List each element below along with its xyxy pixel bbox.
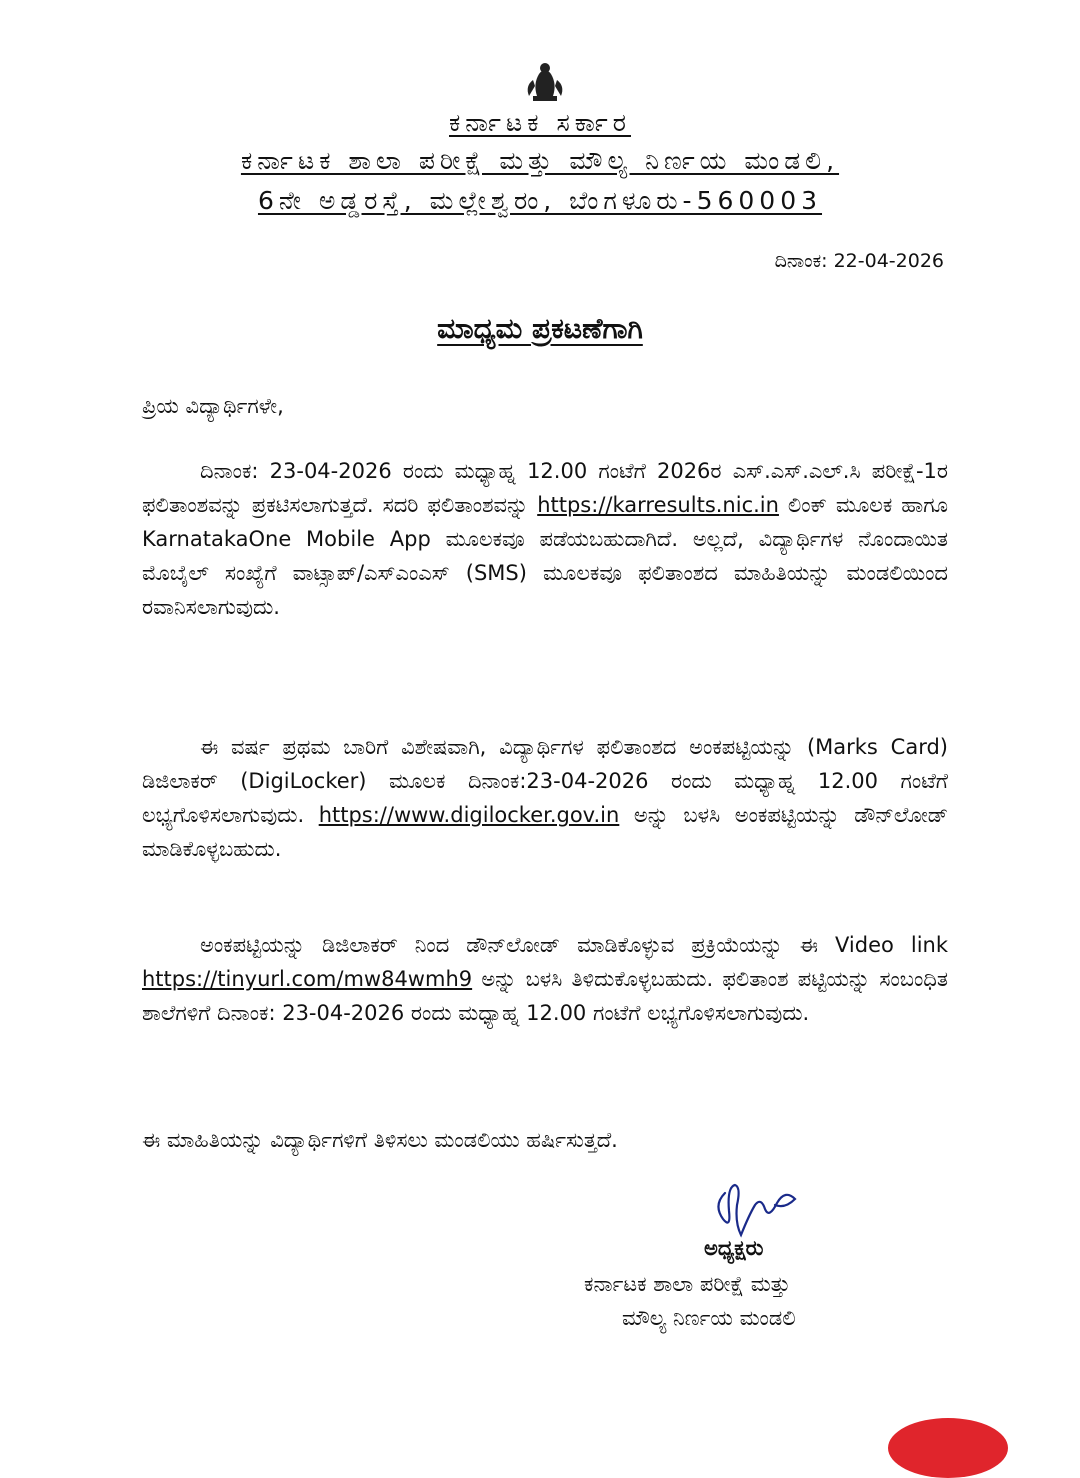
header-government: ಕರ್ನಾಟಕ ಸರ್ಕಾರ	[449, 108, 631, 137]
closing-statement: ಈ ಮಾಹಿತಿಯನ್ನು ವಿದ್ಯಾರ್ಥಿಗಳಿಗೆ ತಿಳಿಸಲು ಮಂಡಲಿಯು ಹರ್ಷಿಸುತ್ತದೆ.	[142, 1128, 618, 1152]
karresults-link[interactable]: https://karresults.nic.in	[537, 493, 779, 517]
header-address: 6ನೇ ಅಡ್ಡರಸ್ತೆ, ಮಲ್ಲೇಶ್ವರಂ, ಬೆಂಗಳೂರು-560003	[257, 186, 823, 215]
document-title: ಮಾಧ್ಯಮ ಪ್ರಕಟಣೆಗಾಗಿ	[437, 312, 643, 345]
signatory-org-line2: ಮೌಲ್ಯ ನಿರ್ಣಯ ಮಂಡಲಿ	[622, 1306, 796, 1330]
paragraph-results: ದಿನಾಂಕ: 23-04-2026 ರಂದು ಮಧ್ಯಾಹ್ನ 12.00 ಗಂಟೆಗೆ 2026ರ ಎಸ್.ಎಸ್.ಎಲ್.ಸಿ ಪರೀಕ್ಷೆ-1ರ ಫಲಿತಾಂಶವನ್ನು ಪ್ರಕಟಿಸಲಾಗುತ್ತದೆ. ಸದರಿ ಫಲಿತಾಂಶವನ್ನು https://karresults.nic.in ಲಿಂಕ್ ಮೂಲಕ ಹಾಗೂ KarnatakaOne Mobile App ಮೂಲಕವೂ ಪಡೆಯಬಹುದಾಗಿದೆ. ಅಲ್ಲದೆ, ವಿದ್ಯಾರ್ಥಿಗಳ ನೊಂದಾಯಿತ ಮೊಬೈಲ್ ಸಂಖ್ಯೆಗೆ ವಾಟ್ಸಾಪ್/ಎಸ್‌ಎಂಎಸ್ (SMS) ಮೂಲಕವೂ ಫಲಿತಾಂಶದ ಮಾಹಿತಿಯನ್ನು ಮಂಡಲಿಯಿಂದ ರವಾನಿಸಲಾಗುವುದು.	[142, 459, 948, 619]
salutation: ಪ್ರಿಯ ವಿದ್ಯಾರ್ಥಿಗಳೇ,	[142, 394, 284, 418]
paragraph-digilocker: ಈ ವರ್ಷ ಪ್ರಥಮ ಬಾರಿಗೆ ವಿಶೇಷವಾಗಿ, ವಿದ್ಯಾರ್ಥಿಗಳ ಫಲಿತಾಂಶದ ಅಂಕಪಟ್ಟಿಯನ್ನು (Marks Card) ಡಿಜಿಲಾಕರ್ (DigiLocker) ಮೂಲಕ ದಿನಾಂಕ:23-04-2026 ರಂದು ಮಧ್ಯಾಹ್ನ 12.00 ಗಂಟೆಗೆ ಲಭ್ಯಗೊಳಿಸಲಾಗುವುದು. https://www.digilocker.gov.in ಅನ್ನು ಬಳಸಿ ಅಂಕಪಟ್ಟಿಯನ್ನು ಡೌನ್‌ಲೋಡ್ ಮಾಡಿಕೊಳ್ಳಬಹುದು.	[142, 735, 948, 861]
paragraph-video-link: ಅಂಕಪಟ್ಟಿಯನ್ನು ಡಿಜಿಲಾಕರ್ ನಿಂದ ಡೌನ್‌ಲೋಡ್ ಮಾಡಿಕೊಳ್ಳುವ ಪ್ರಕ್ರಿಯೆಯನ್ನು ಈ Video link https://tinyurl.com/mw84wmh9 ಅನ್ನು ಬಳಸಿ ತಿಳಿದುಕೊಳ್ಳಬಹುದು. ಫಲಿತಾಂಶ ಪಟ್ಟಿಯನ್ನು ಸಂಬಂಧಿತ ಶಾಲೆಗಳಿಗೆ ದಿನಾಂಕ: 23-04-2026 ರಂದು ಮಧ್ಯಾಹ್ನ 12.00 ಗಂಟೆಗೆ ಲಭ್ಯಗೊಳಿಸಲಾಗುವುದು.	[142, 933, 948, 1025]
document-date: ದಿನಾಂಕ: 22-04-2026	[774, 250, 944, 272]
header-board-name: ಕರ್ನಾಟಕ ಶಾಲಾ ಪರೀಕ್ಷೆ ಮತ್ತು ಮೌಲ್ಯ ನಿರ್ಣಯ ಮಂಡಲಿ,	[240, 146, 840, 175]
video-link[interactable]: https://tinyurl.com/mw84wmh9	[142, 967, 473, 991]
state-emblem-icon	[519, 56, 571, 104]
digilocker-link[interactable]: https://www.digilocker.gov.in	[318, 803, 620, 827]
signature-mark	[705, 1175, 815, 1245]
corner-mark	[888, 1418, 1008, 1478]
signatory-org-line1: ಕರ್ನಾಟಕ ಶಾಲಾ ಪರೀಕ್ಷೆ ಮತ್ತು	[584, 1272, 791, 1296]
signatory-title: ಅಧ್ಯಕ್ಷರು	[704, 1236, 764, 1260]
